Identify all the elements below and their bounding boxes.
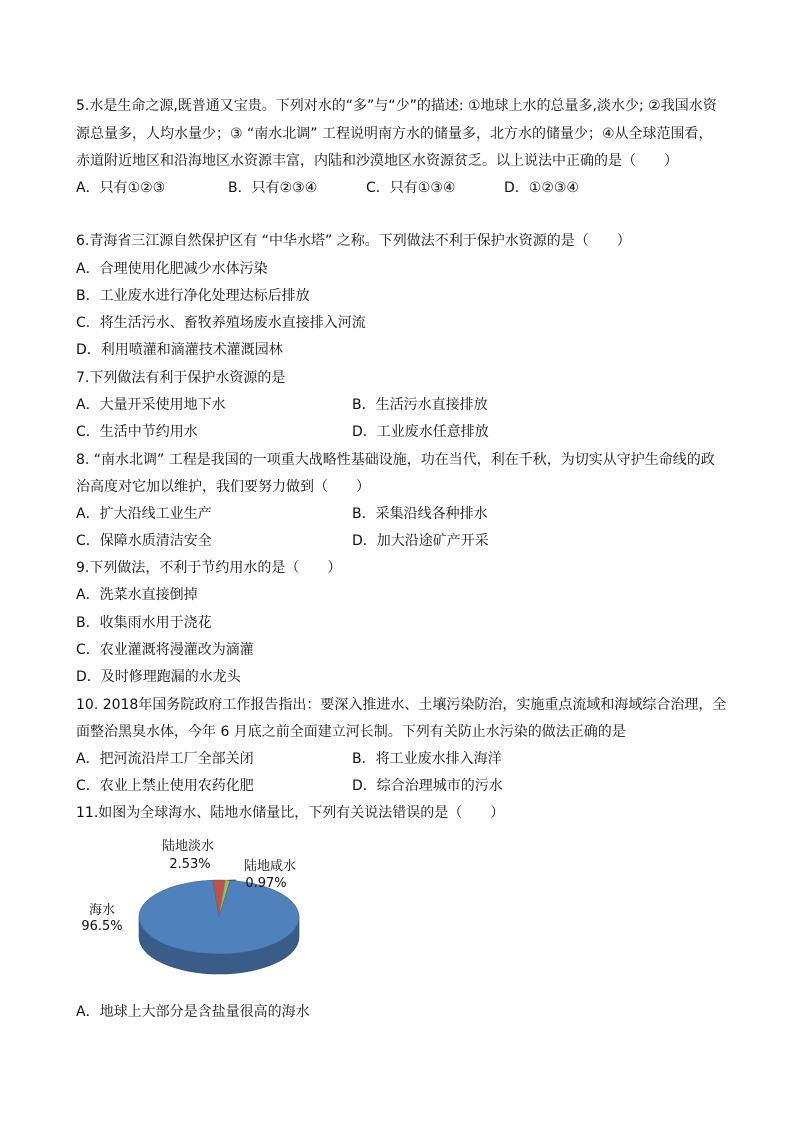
pie-label-name-2: 陆地咸水: [243, 859, 297, 874]
q6-option-a: A．合理使用化肥减少水体污染: [76, 261, 268, 277]
q6-option-b: B．工业废水进行净化处理达标后排放: [76, 288, 310, 304]
q9-option-d: D．及时修理跑漏的水龙头: [76, 669, 241, 685]
q6-option-d: D．利用喷灌和滴灌技术灌溉园林: [76, 342, 283, 358]
q5-option-b: B．只有②③④: [228, 180, 318, 196]
q8-option-a: A．扩大沿线工业生产: [76, 506, 212, 522]
pie-label-value-1: 2.53%: [169, 857, 211, 872]
q8-option-d: D．加大沿途矿产开采: [352, 533, 489, 549]
q11-stem: 11.如图为全球海水、陆地水储量比，下列有关说法错误的是（ ）: [76, 805, 505, 821]
q8-stem-line1: 8. “南水北调” 工程是我国的一项重大战略性基础设施，功在当代，利在千秋，为切实从守护生命线的政: [76, 452, 715, 468]
q7-option-d: D．工业废水任意排放: [352, 424, 489, 440]
q7-stem: 7.下列做法有利于保护水资源的是: [76, 370, 286, 386]
q10-stem-line2: 面整治黑臭水体，今年 6 月底之前全面建立河长制。下列有关防止水污染的做法正确的是: [76, 724, 626, 740]
q8-option-c: C．保障水质清洁安全: [76, 533, 212, 549]
q8-stem-line2: 治高度对它加以维护，我们要努力做到（ ）: [76, 479, 370, 495]
q5-stem-line2: 源总量多，人均水量少；③ “南水北调” 工程说明南方水的储量多，北方水的储量少；④从全球范围看，: [76, 126, 713, 142]
q6-option-c: C．将生活污水、畜牧养殖场废水直接排入河流: [76, 315, 366, 331]
pie-label-value-0: 96.5%: [81, 919, 123, 934]
q10-option-a: A．把河流沿岸工厂全部关闭: [76, 751, 254, 767]
q10-option-d: D．综合治理城市的污水: [352, 778, 503, 794]
q5-option-a: A．只有①②③: [76, 180, 166, 196]
q5-option-c: C．只有①③④: [366, 180, 456, 196]
q7-option-b: B．生活污水直接排放: [352, 397, 488, 413]
q5-stem-line3: 赤道附近地区和沿海地区水资源丰富，内陆和沙漠地区水资源贫乏。以上说法中正确的是（ ）: [76, 153, 678, 169]
q10-option-b: B．将工业废水排入海洋: [352, 751, 502, 767]
q7-option-c: C．生活中节约用水: [76, 424, 198, 440]
pie-label-value-2: 0.97%: [245, 876, 287, 891]
q9-option-c: C．农业灌溉将漫灌改为滴灌: [76, 642, 254, 658]
q9-option-b: B．收集雨水用于浇花: [76, 615, 212, 631]
q10-option-c: C．农业上禁止使用农药化肥: [76, 778, 254, 794]
q9-stem: 9.下列做法，不利于节约用水的是（ ）: [76, 560, 342, 576]
q10-stem-line1: 10. 2018年国务院政府工作报告指出：要深入推进水、土壤污染防治，实施重点流域和海域综合治理，全: [76, 697, 727, 713]
q5-stem-line1: 5.水是生命之源,既普通又宝贵。下列对水的“多”与“少”的描述: ①地球上水的总量多,淡水少; ②我国水资: [76, 98, 717, 114]
q6-stem: 6.青海省三江源自然保护区有 “中华水塔” 之称。下列做法不利于保护水资源的是（ ）: [76, 233, 631, 249]
pie-label-name-0: 海水: [88, 903, 116, 918]
q7-option-a: A．大量开采使用地下水: [76, 397, 226, 413]
water-storage-pie-chart: [76, 832, 336, 992]
q5-option-d: D．①②③④: [504, 180, 579, 196]
q8-option-b: B．采集沿线各种排水: [352, 506, 488, 522]
pie-label-name-1: 陆地淡水: [161, 839, 215, 854]
q9-option-a: A．洗菜水直接倒掉: [76, 587, 198, 603]
q11-option-a: A．地球上大部分是含盐量很高的海水: [76, 1004, 310, 1020]
